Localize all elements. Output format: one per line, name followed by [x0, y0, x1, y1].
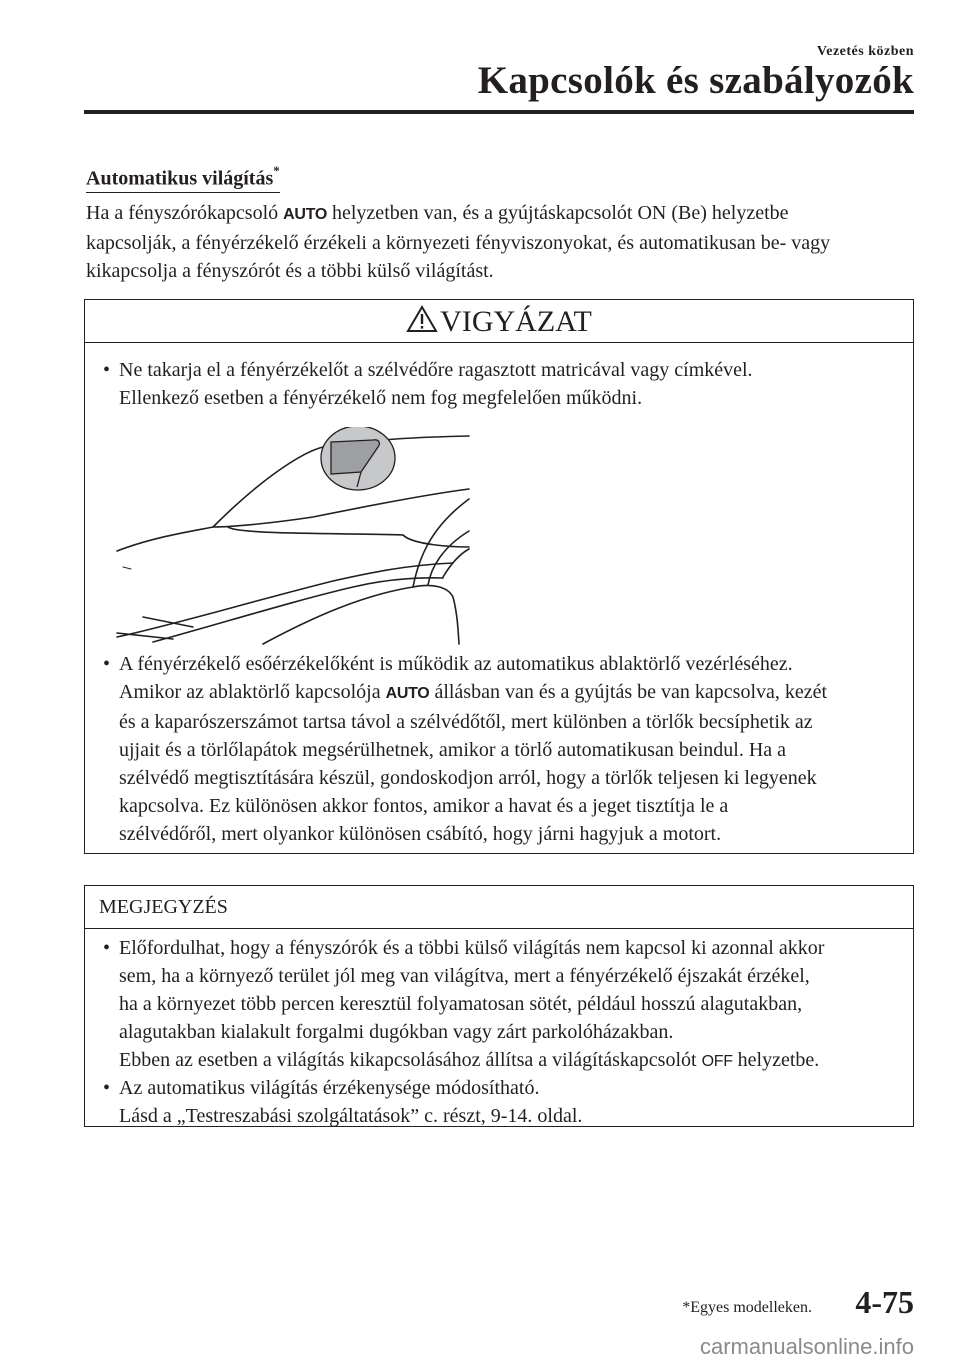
- intro-line: [86, 199, 916, 229]
- section-heading-text: Automatikus világítás: [86, 167, 274, 190]
- note-item-line: Az automatikus világítás érzékenysége módosítható.: [119, 1077, 540, 1099]
- caution-item-line: ujjait és a törlőlapátok megsérülhetnek, amikor a törlő automatikusan beindul. Ha a: [119, 739, 787, 761]
- off-switch-label: OFF: [701, 1053, 733, 1070]
- caution-item-line: A fényérzékelő esőérzékelőként is működik az automatikus ablaktörlő vezérléséhez.: [119, 653, 793, 675]
- caution-item-line: és a kaparószerszámot tartsa távol a szélvédőtől, mert különben a törlők becsíphetik az: [119, 711, 813, 733]
- bullet-dot: •: [103, 937, 111, 959]
- caution-item-text: állásban van és a gyújtás be van kapcsolva, kezét: [429, 681, 828, 703]
- optional-marker: *: [273, 163, 280, 178]
- bullet-dot: •: [103, 359, 111, 381]
- caution-item-line: szélvédő megtisztítására készül, gondoskodjon arról, hogy a törlők teljesen ki legyenek: [119, 767, 817, 789]
- note-item-line: sem, ha a környező terület jól meg van világítva, mert a fényérzékelő éjszakát érzékel,: [119, 965, 810, 987]
- caution-item-text: Amikor az ablaktörlő kapcsolója: [119, 681, 386, 703]
- caution-item-line: Ne takarja el a fényérzékelőt a szélvédőre ragasztott matricával vagy címkével.: [119, 359, 753, 381]
- note-item-2: [95, 1074, 907, 1130]
- auto-switch-label: AUTO: [385, 685, 430, 702]
- footnote: *Egyes modelleken.: [682, 1299, 812, 1316]
- bullet-dot: •: [103, 653, 111, 675]
- note-item-line: ha a környezet több percen keresztül folyamatosan sötét, például hosszú alagutakban,: [119, 993, 803, 1015]
- note-header: [85, 886, 913, 929]
- warning-triangle-icon: [406, 302, 438, 346]
- intro-line: kikapcsolja a fényszórót és a többi külső világítást.: [86, 260, 494, 282]
- caution-item-line: kapcsolva. Ez különösen akkor fontos, amikor a havat és a jeget tisztítja le a: [119, 795, 729, 817]
- note-item-text: Ebben az esetben a világítás kikapcsolásához állítsa a világításkapcsolót: [119, 1049, 702, 1071]
- caution-item-line: szélvédőről, mert olyankor különösen csábító, hogy járni hagyjuk a motort.: [119, 823, 722, 845]
- caution-item-line: Ellenkező esetben a fényérzékelő nem fog megfelelően működni.: [119, 387, 643, 409]
- windshield-sensor-illustration: [113, 427, 473, 647]
- intro-text: Ha a fényszórókapcsoló: [86, 202, 284, 224]
- page-title: Kapcsolók és szabályozók: [477, 59, 914, 102]
- header-rule: [84, 110, 914, 114]
- note-box: [84, 885, 914, 1127]
- note-item-1: [95, 934, 907, 1076]
- section-heading: [86, 160, 280, 193]
- note-item-line: Lásd a „Testreszabási szolgáltatások” c. részt, 9-14. oldal.: [119, 1105, 583, 1127]
- section-label: Vezetés közben: [816, 44, 914, 59]
- caution-header: [85, 300, 913, 343]
- caution-item-1: [95, 356, 907, 412]
- light-sensor-highlight: [321, 427, 395, 490]
- caution-item-2: [95, 650, 907, 848]
- auto-switch-label: AUTO: [283, 206, 327, 223]
- note-item-line: Előfordulhat, hogy a fényszórók és a többi külső világítás nem kapcsol ki azonnal akkor: [119, 937, 825, 959]
- caution-box: [84, 299, 914, 854]
- note-item-line: alagutakban kialakult forgalmi dugókban vagy zárt parkolóházakban.: [119, 1021, 674, 1043]
- intro-text: helyzetben van, és a gyújtáskapcsolót ON (Be) helyzetbe: [327, 202, 789, 224]
- note-item-text: helyzetbe.: [732, 1049, 820, 1071]
- intro-paragraph: [86, 199, 916, 285]
- caution-item-line: [95, 678, 907, 708]
- intro-line: kapcsolják, a fényérzékelő érzékeli a környezeti fényviszonyokat, és automatikusan be- vagy: [86, 232, 831, 254]
- caution-title: VIGYÁZAT: [440, 305, 592, 338]
- note-item-line: [95, 1046, 907, 1076]
- watermark: carmanualsonline.info: [699, 1334, 914, 1359]
- page-number: 4-75: [855, 1284, 914, 1320]
- bullet-dot: •: [103, 1077, 111, 1099]
- note-title: MEGJEGYZÉS: [99, 896, 228, 918]
